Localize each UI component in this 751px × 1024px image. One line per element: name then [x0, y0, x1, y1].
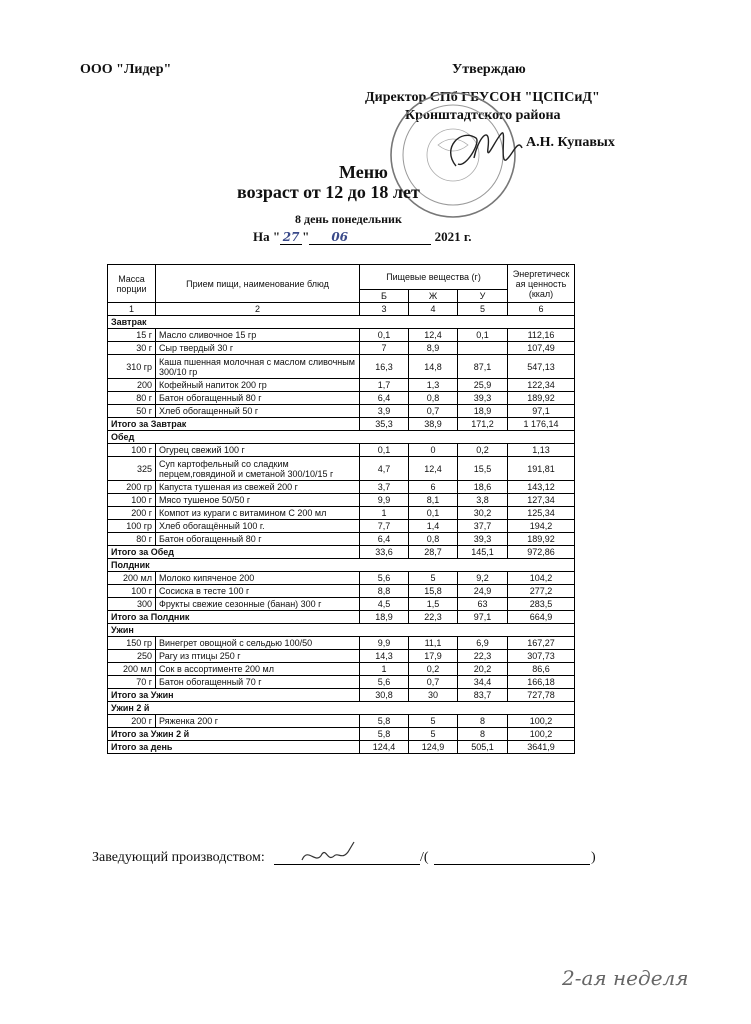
fat-value: 1,4: [409, 520, 458, 533]
fat-day-total: 124,9: [409, 741, 458, 754]
table-row: [108, 637, 575, 650]
dish-name: Масло сливочное 15 гр: [156, 329, 360, 342]
carbs-value: 24,9: [458, 585, 508, 598]
section-total-row: [108, 546, 575, 559]
section-total-label: Итого за Ужин 2 й: [108, 728, 360, 741]
approver-district: Кронштадтского района: [405, 108, 561, 123]
carbs-value: 6,9: [458, 637, 508, 650]
portion-mass: 310 гр: [108, 355, 156, 379]
carbs-value: 15,5: [458, 457, 508, 481]
header-nutrients: Пищевые вещества (г): [360, 265, 508, 290]
fat-value: 6: [409, 481, 458, 494]
carbs-value: 37,7: [458, 520, 508, 533]
date-quote: ": [302, 229, 310, 244]
portion-mass: 200 гр: [108, 481, 156, 494]
header-meal: Прием пищи, наименование блюд: [156, 265, 360, 303]
date-year: 2021 г.: [434, 229, 472, 244]
approver-name: А.Н. Купавых: [526, 135, 615, 150]
section-name: Ужин 2 й: [108, 702, 575, 715]
section-total-label: Итого за Обед: [108, 546, 360, 559]
carbs-value: 22,3: [458, 650, 508, 663]
energy-total: 972,86: [508, 546, 575, 559]
table-row: [108, 355, 575, 379]
header-protein: Б: [360, 290, 409, 303]
date-line: [253, 229, 472, 245]
dish-name: Фрукты свежие сезонные (банан) 300 г: [156, 598, 360, 611]
carbs-value: 0,1: [458, 329, 508, 342]
section-name: Обед: [108, 431, 575, 444]
section-name: Ужин: [108, 624, 575, 637]
protein-total: 18,9: [360, 611, 409, 624]
carbs-day-total: 505,1: [458, 741, 508, 754]
protein-value: 4,5: [360, 598, 409, 611]
carbs-value: 20,2: [458, 663, 508, 676]
fat-value: 15,8: [409, 585, 458, 598]
table-row: [108, 598, 575, 611]
dish-name: Капуста тушеная из свежей 200 г: [156, 481, 360, 494]
protein-total: 5,8: [360, 728, 409, 741]
fat-total: 28,7: [409, 546, 458, 559]
dish-name: Хлеб обогащенный 50 г: [156, 405, 360, 418]
col-number: 2: [156, 303, 360, 316]
energy-value: 1,13: [508, 444, 575, 457]
header-energy: Энергетическая ценность (ккал): [508, 265, 575, 303]
dish-name: Молоко кипяченое 200: [156, 572, 360, 585]
carbs-total: 83,7: [458, 689, 508, 702]
fat-value: 12,4: [409, 457, 458, 481]
section-total-row: [108, 418, 575, 431]
col-number: 3: [360, 303, 409, 316]
section-header-row: [108, 624, 575, 637]
energy-value: 125,34: [508, 507, 575, 520]
energy-value: 122,34: [508, 379, 575, 392]
energy-value: 277,2: [508, 585, 575, 598]
header-fat: Ж: [409, 290, 458, 303]
dish-name: Батон обогащенный 80 г: [156, 533, 360, 546]
col-number: 6: [508, 303, 575, 316]
energy-total: 1 176,14: [508, 418, 575, 431]
carbs-value: 8: [458, 715, 508, 728]
energy-value: 97,1: [508, 405, 575, 418]
section-total-label: Итого за Ужин: [108, 689, 360, 702]
protein-value: 0,1: [360, 444, 409, 457]
fat-value: 0,8: [409, 533, 458, 546]
menu-table: [107, 264, 575, 754]
carbs-value: 18,6: [458, 481, 508, 494]
energy-value: 107,49: [508, 342, 575, 355]
dish-name: Компот из кураги с витамином С 200 мл: [156, 507, 360, 520]
section-total-label: Итого за Полдник: [108, 611, 360, 624]
protein-total: 35,3: [360, 418, 409, 431]
protein-value: 5,6: [360, 572, 409, 585]
date-day: 27: [280, 230, 302, 245]
manager-name-close: ): [591, 850, 596, 865]
col-number: 5: [458, 303, 508, 316]
table-row: [108, 481, 575, 494]
energy-total: 727,78: [508, 689, 575, 702]
handwritten-week-note: 2-ая неделя: [562, 966, 689, 990]
production-manager-label: Заведующий производством:: [92, 850, 265, 865]
menu-body: [108, 316, 575, 754]
carbs-total: 97,1: [458, 611, 508, 624]
energy-value: 167,27: [508, 637, 575, 650]
manager-name-open: /(: [420, 850, 429, 865]
section-total-row: [108, 689, 575, 702]
energy-value: 191,81: [508, 457, 575, 481]
fat-value: 1,3: [409, 379, 458, 392]
portion-mass: 50 г: [108, 405, 156, 418]
table-row: [108, 520, 575, 533]
protein-value: 9,9: [360, 637, 409, 650]
menu-title: Меню: [339, 162, 388, 182]
carbs-value: 39,3: [458, 392, 508, 405]
table-row: [108, 342, 575, 355]
protein-value: 3,9: [360, 405, 409, 418]
energy-value: 307,73: [508, 650, 575, 663]
carbs-value: 34,4: [458, 676, 508, 689]
day-label: 8 день понедельник: [295, 212, 402, 226]
energy-value: 86,6: [508, 663, 575, 676]
portion-mass: 15 г: [108, 329, 156, 342]
table-row: [108, 329, 575, 342]
organization-name: ООО "Лидер": [80, 62, 172, 77]
fat-total: 22,3: [409, 611, 458, 624]
protein-value: 4,7: [360, 457, 409, 481]
dish-name: Каша пшенная молочная с маслом сливочным 300/10 гр: [156, 355, 360, 379]
portion-mass: 200 мл: [108, 663, 156, 676]
portion-mass: 30 г: [108, 342, 156, 355]
carbs-value: 63: [458, 598, 508, 611]
protein-value: 6,4: [360, 392, 409, 405]
table-row: [108, 533, 575, 546]
day-total-label: Итого за день: [108, 741, 360, 754]
section-header-row: [108, 431, 575, 444]
fat-value: 1,5: [409, 598, 458, 611]
carbs-value: 9,2: [458, 572, 508, 585]
energy-value: 189,92: [508, 533, 575, 546]
dish-name: Суп картофельный со сладким перцем,говядиной и сметаной 300/10/15 г: [156, 457, 360, 481]
date-prefix: На ": [253, 229, 281, 244]
table-row: [108, 457, 575, 481]
carbs-total: 171,2: [458, 418, 508, 431]
portion-mass: 150 гр: [108, 637, 156, 650]
portion-mass: 100 гр: [108, 520, 156, 533]
table-row: [108, 507, 575, 520]
section-total-row: [108, 728, 575, 741]
portion-mass: 70 г: [108, 676, 156, 689]
table-row: [108, 494, 575, 507]
fat-value: 0,8: [409, 392, 458, 405]
fat-value: 0,7: [409, 405, 458, 418]
portion-mass: 80 г: [108, 533, 156, 546]
protein-value: 1: [360, 663, 409, 676]
protein-day-total: 124,4: [360, 741, 409, 754]
fat-total: 30: [409, 689, 458, 702]
section-name: Полдник: [108, 559, 575, 572]
fat-value: 0,2: [409, 663, 458, 676]
dish-name: Огурец свежий 100 г: [156, 444, 360, 457]
dish-name: Винегрет овощной с сельдью 100/50: [156, 637, 360, 650]
protein-value: 8,8: [360, 585, 409, 598]
carbs-value: 25,9: [458, 379, 508, 392]
energy-value: 547,13: [508, 355, 575, 379]
dish-name: Рагу из птицы 250 г: [156, 650, 360, 663]
manager-signature: [298, 838, 358, 870]
energy-value: 194,2: [508, 520, 575, 533]
protein-value: 16,3: [360, 355, 409, 379]
energy-value: 143,12: [508, 481, 575, 494]
carbs-value: 3,8: [458, 494, 508, 507]
protein-value: 5,8: [360, 715, 409, 728]
energy-value: 127,34: [508, 494, 575, 507]
fat-value: 12,4: [409, 329, 458, 342]
protein-value: 6,4: [360, 533, 409, 546]
energy-value: 166,18: [508, 676, 575, 689]
fat-value: 0,1: [409, 507, 458, 520]
portion-mass: 300: [108, 598, 156, 611]
header-carbs: У: [458, 290, 508, 303]
table-row: [108, 572, 575, 585]
fat-value: 5: [409, 572, 458, 585]
section-name: Завтрак: [108, 316, 575, 329]
carbs-value: 30,2: [458, 507, 508, 520]
protein-value: 0,1: [360, 329, 409, 342]
portion-mass: 200 мл: [108, 572, 156, 585]
dish-name: Сок в ассортименте 200 мл: [156, 663, 360, 676]
portion-mass: 80 г: [108, 392, 156, 405]
table-row: [108, 585, 575, 598]
table-row: [108, 650, 575, 663]
dish-name: Сыр твердый 30 г: [156, 342, 360, 355]
table-row: [108, 392, 575, 405]
section-total-label: Итого за Завтрак: [108, 418, 360, 431]
director-signature: [436, 118, 536, 182]
portion-mass: 325: [108, 457, 156, 481]
dish-name: Кофейный напиток 200 гр: [156, 379, 360, 392]
protein-total: 30,8: [360, 689, 409, 702]
fat-value: 14,8: [409, 355, 458, 379]
portion-mass: 200 г: [108, 715, 156, 728]
fat-value: 8,9: [409, 342, 458, 355]
carbs-value: 0,2: [458, 444, 508, 457]
col-number: 1: [108, 303, 156, 316]
protein-value: 14,3: [360, 650, 409, 663]
carbs-value: 87,1: [458, 355, 508, 379]
energy-value: 283,5: [508, 598, 575, 611]
energy-total: 100,2: [508, 728, 575, 741]
dish-name: Батон обогащенный 80 г: [156, 392, 360, 405]
carbs-value: [458, 342, 508, 355]
fat-value: 5: [409, 715, 458, 728]
table-row: [108, 444, 575, 457]
energy-total: 664,9: [508, 611, 575, 624]
age-subtitle: возраст от 12 до 18 лет: [237, 182, 420, 202]
table-row: [108, 663, 575, 676]
energy-value: 189,92: [508, 392, 575, 405]
dish-name: Хлеб обогащённый 100 г.: [156, 520, 360, 533]
fat-total: 5: [409, 728, 458, 741]
protein-value: 3,7: [360, 481, 409, 494]
portion-mass: 100 г: [108, 494, 156, 507]
protein-value: 1,7: [360, 379, 409, 392]
energy-value: 112,16: [508, 329, 575, 342]
protein-value: 7,7: [360, 520, 409, 533]
fat-value: 8,1: [409, 494, 458, 507]
fat-value: 0: [409, 444, 458, 457]
table-row: [108, 676, 575, 689]
portion-mass: 100 г: [108, 444, 156, 457]
portion-mass: 250: [108, 650, 156, 663]
protein-value: 5,6: [360, 676, 409, 689]
header-mass: Масса порции: [108, 265, 156, 303]
energy-day-total: 3641,9: [508, 741, 575, 754]
dish-name: Батон обогащенный 70 г: [156, 676, 360, 689]
dish-name: Мясо тушеное 50/50 г: [156, 494, 360, 507]
protein-total: 33,6: [360, 546, 409, 559]
fat-total: 38,9: [409, 418, 458, 431]
protein-value: 9,9: [360, 494, 409, 507]
date-month: 06: [309, 230, 431, 245]
energy-value: 100,2: [508, 715, 575, 728]
day-total-row: [108, 741, 575, 754]
dish-name: Сосиска в тесте 100 г: [156, 585, 360, 598]
table-row: [108, 379, 575, 392]
portion-mass: 100 г: [108, 585, 156, 598]
carbs-total: 145,1: [458, 546, 508, 559]
name-line: [434, 864, 590, 865]
protein-value: 7: [360, 342, 409, 355]
approver-position: Директор СПб ГБУСОН "ЦСПСиД": [365, 90, 600, 105]
portion-mass: 200 г: [108, 507, 156, 520]
energy-value: 104,2: [508, 572, 575, 585]
section-header-row: [108, 559, 575, 572]
col-number: 4: [409, 303, 458, 316]
table-row: [108, 715, 575, 728]
section-total-row: [108, 611, 575, 624]
carbs-value: 39,3: [458, 533, 508, 546]
section-header-row: [108, 702, 575, 715]
fat-value: 0,7: [409, 676, 458, 689]
carbs-total: 8: [458, 728, 508, 741]
approve-label: Утверждаю: [452, 62, 526, 77]
fat-value: 11,1: [409, 637, 458, 650]
table-row: [108, 405, 575, 418]
portion-mass: 200: [108, 379, 156, 392]
section-header-row: [108, 316, 575, 329]
fat-value: 17,9: [409, 650, 458, 663]
carbs-value: 18,9: [458, 405, 508, 418]
dish-name: Ряженка 200 г: [156, 715, 360, 728]
protein-value: 1: [360, 507, 409, 520]
